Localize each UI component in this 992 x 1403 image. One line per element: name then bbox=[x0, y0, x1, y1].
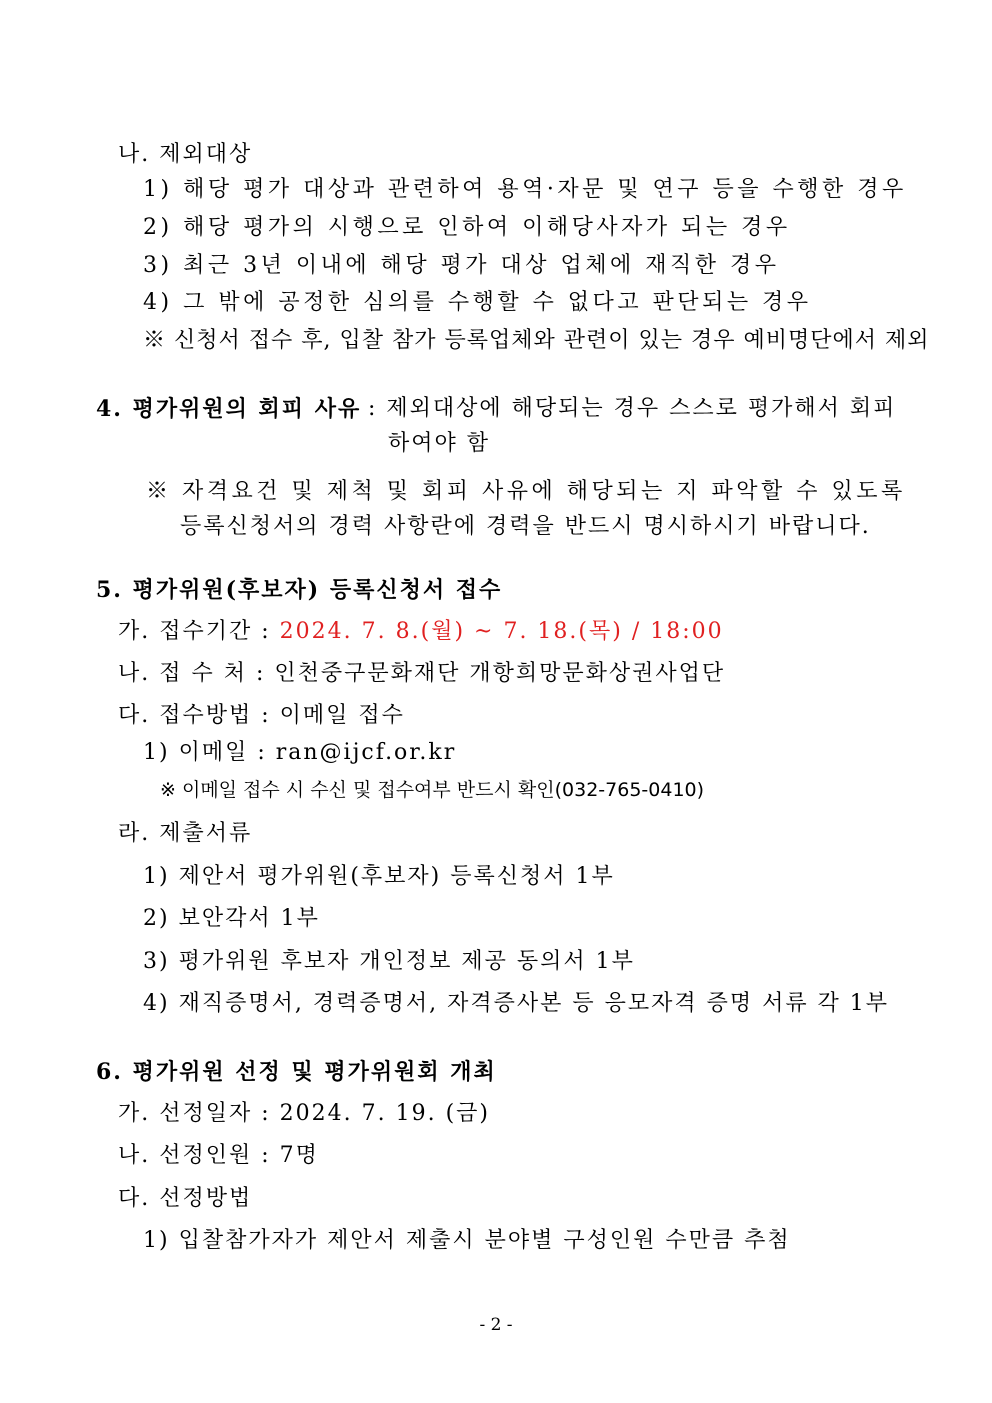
section-4-note-line1: ※ 자격요건 및 제척 및 회피 사유에 해당되는 지 파악할 수 있도록 bbox=[146, 479, 906, 504]
email-note: ※ 이메일 접수 시 수신 및 접수여부 반드시 확인(032-765-0410) bbox=[160, 779, 705, 801]
submission-doc-4: 4) 재직증명서, 경력증명서, 자격증사본 등 응모자격 증명 서류 각 1부 bbox=[143, 991, 890, 1016]
reception-email: 1) 이메일 : ran@ijcf.or.kr bbox=[143, 740, 457, 765]
exclusion-heading: 나. 제외대상 bbox=[118, 142, 253, 167]
submission-doc-2: 2) 보안각서 1부 bbox=[143, 906, 320, 931]
exclusion-item-1: 1) 해당 평가 대상과 관련하여 용역·자문 및 연구 등을 수행한 경우 bbox=[143, 177, 907, 202]
selection-count: 나. 선정인원 : 7명 bbox=[118, 1143, 319, 1168]
submission-docs-heading: 라. 제출서류 bbox=[118, 821, 253, 846]
reception-period bbox=[118, 617, 724, 647]
exclusion-item-4: 4) 그 밖에 공정한 심의를 수행할 수 없다고 판단되는 경우 bbox=[143, 290, 812, 315]
section-6-title: 6. 평가위원 선정 및 평가위원회 개최 bbox=[96, 1059, 497, 1085]
reception-period-value: 2024. 7. 8.(월) ~ 7. 18.(목) / 18:00 bbox=[279, 619, 724, 644]
section-4-title: 4. 평가위원의 회피 사유 bbox=[96, 396, 362, 422]
section-4-desc-line2: 하여야 함 bbox=[388, 431, 491, 456]
selection-method-heading: 다. 선정방법 bbox=[118, 1186, 253, 1211]
submission-doc-3: 3) 평가위원 후보자 개인정보 제공 동의서 1부 bbox=[143, 949, 635, 974]
reception-method: 다. 접수방법 : 이메일 접수 bbox=[118, 703, 405, 728]
page-number: - 2 - bbox=[479, 1315, 513, 1335]
exclusion-note: ※ 신청서 접수 후, 입찰 참가 등록업체와 관련이 있는 경우 예비명단에서 제외 bbox=[143, 328, 930, 353]
section-4-note-line2: 등록신청서의 경력 사항란에 경력을 반드시 명시하시기 바랍니다. bbox=[180, 514, 871, 539]
reception-period-label: 가. 접수기간 : bbox=[118, 619, 280, 644]
exclusion-item-3: 3) 최근 3년 이내에 해당 평가 대상 업체에 재직한 경우 bbox=[143, 253, 780, 278]
selection-method-item: 1) 입찰참가자가 제안서 제출시 분야별 구성인원 수만큼 추첨 bbox=[143, 1228, 791, 1253]
section-4-desc-line1: : 제외대상에 해당되는 경우 스스로 평가해서 회피 bbox=[368, 396, 897, 421]
section-5-title: 5. 평가위원(후보자) 등록신청서 접수 bbox=[96, 577, 503, 603]
exclusion-item-2: 2) 해당 평가의 시행으로 인하여 이해당사자가 되는 경우 bbox=[143, 215, 791, 240]
selection-date: 가. 선정일자 : 2024. 7. 19. (금) bbox=[118, 1101, 491, 1126]
reception-place: 나. 접 수 처 : 인천중구문화재단 개항희망문화상권사업단 bbox=[118, 661, 726, 686]
submission-doc-1: 1) 제안서 평가위원(후보자) 등록신청서 1부 bbox=[143, 864, 615, 889]
